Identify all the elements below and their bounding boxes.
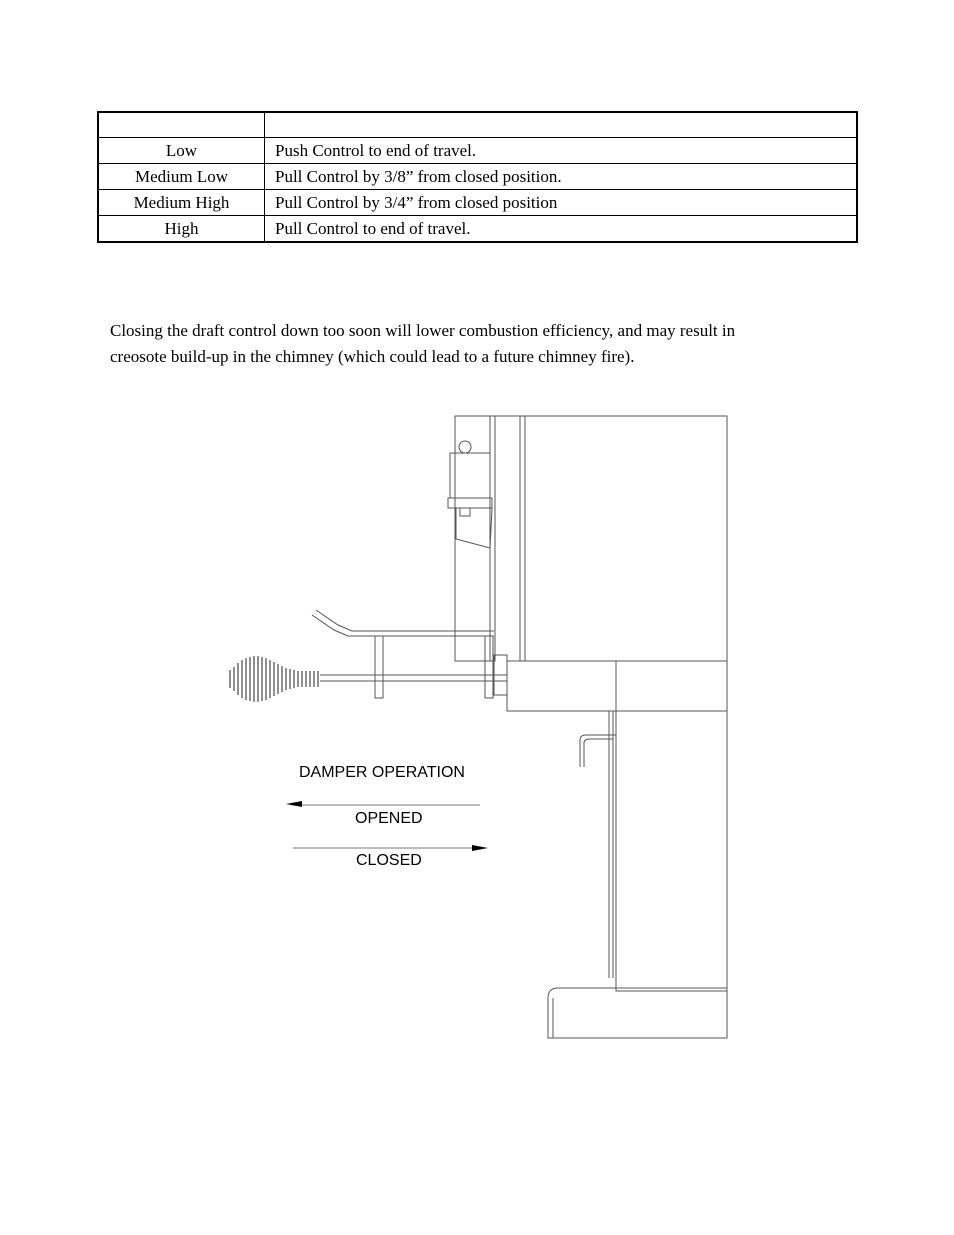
table-row — [98, 164, 857, 190]
opened-label: OPENED — [355, 810, 423, 827]
damper-diagram-svg — [220, 405, 740, 1050]
setting-cell: Low — [98, 138, 265, 164]
table-row — [98, 190, 857, 216]
table-row — [98, 138, 857, 164]
setting-cell: High — [98, 216, 265, 243]
draft-settings-table — [97, 111, 858, 243]
lever-top — [316, 610, 494, 631]
table-row — [98, 216, 857, 243]
opened-arrow-icon — [286, 801, 480, 807]
header-cell-action — [265, 112, 858, 138]
action-cell: Push Control to end of travel. — [265, 138, 858, 164]
note-line-2: creosote build-up in the chimney (which could lead to a future chimney fire). — [110, 347, 635, 366]
stove-body — [448, 416, 727, 1038]
efficiency-note — [110, 318, 830, 370]
damper-diagram — [220, 405, 740, 1050]
action-cell: Pull Control to end of travel. — [265, 216, 858, 243]
damper-housing — [507, 661, 727, 711]
rod-support-left — [375, 636, 383, 698]
action-cell: Pull Control by 3/8” from closed position. — [265, 164, 858, 190]
bracket-knob — [459, 441, 471, 453]
header-cell-setting — [98, 112, 265, 138]
spring-handle-icon — [230, 656, 318, 702]
closed-arrow-icon — [293, 845, 488, 851]
damper-control — [312, 610, 507, 698]
damper-operation-title: DAMPER OPERATION — [299, 764, 465, 781]
upper-box — [525, 416, 727, 661]
closed-label: CLOSED — [356, 852, 422, 869]
note-line-1: Closing the draft control down too soon will lower combustion efficiency, and may result in — [110, 321, 736, 340]
action-cell: Pull Control by 3/4” from closed position — [265, 190, 858, 216]
bracket-tab — [460, 508, 470, 516]
rod-support-right — [485, 636, 493, 698]
setting-cell: Medium High — [98, 190, 265, 216]
bracket-lip — [456, 508, 492, 548]
stove-base — [548, 988, 727, 1038]
setting-cell: Medium Low — [98, 164, 265, 190]
table-header-row — [98, 112, 857, 138]
bracket-block — [450, 453, 490, 498]
